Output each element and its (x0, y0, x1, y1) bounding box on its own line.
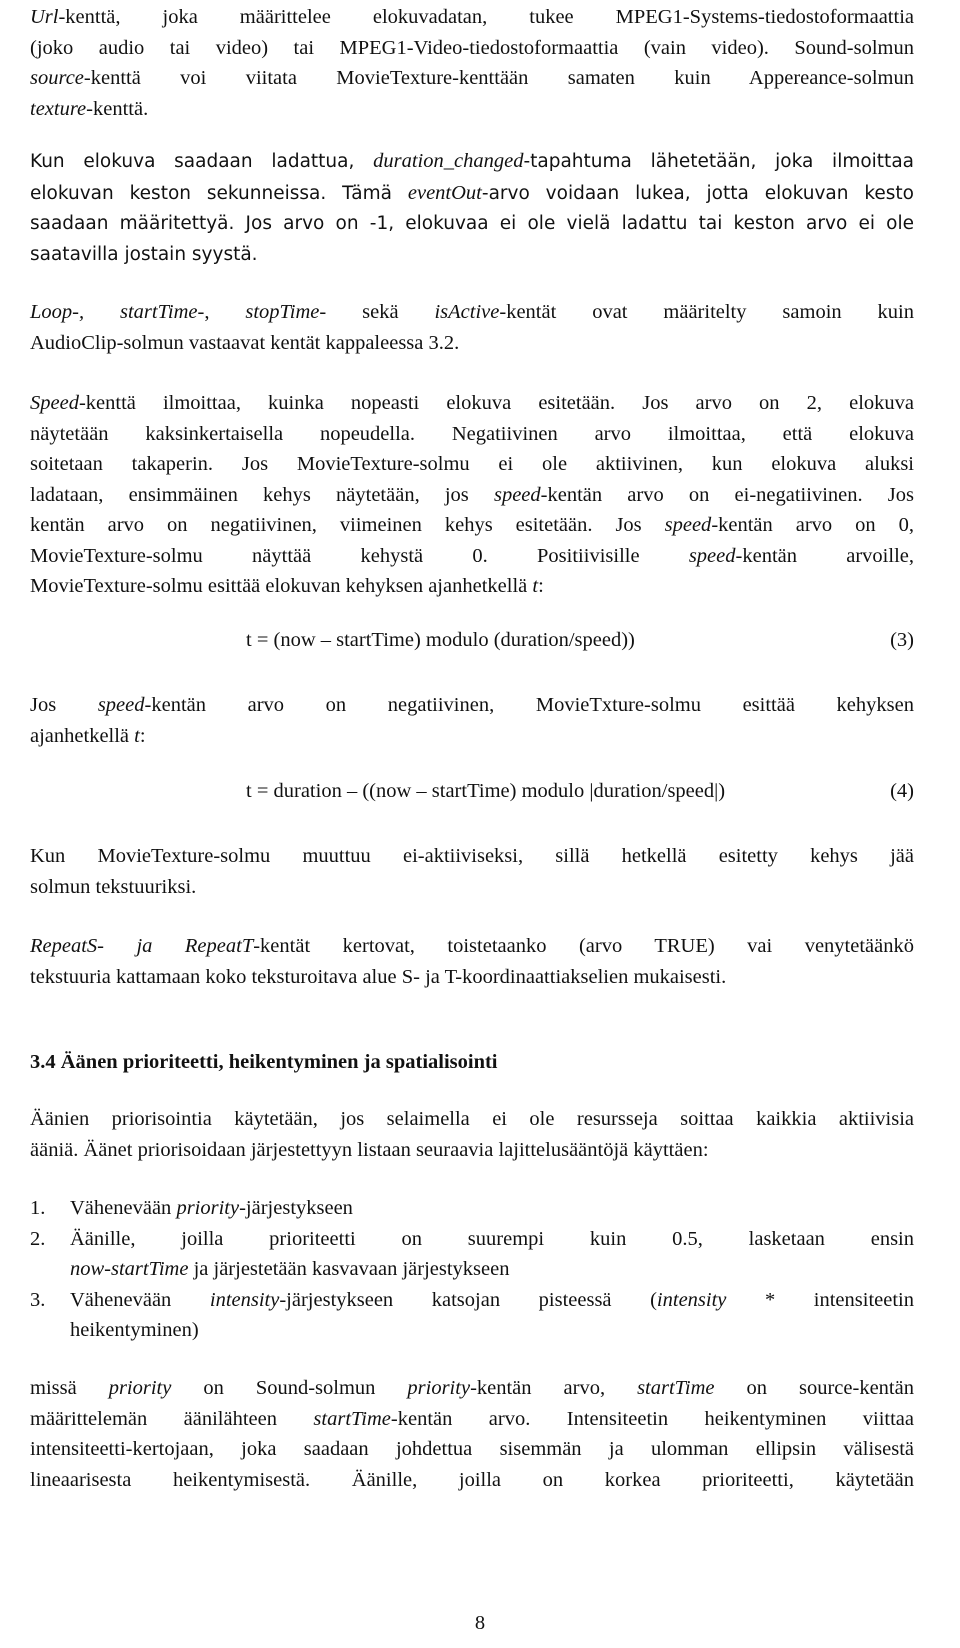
text-line (30, 33, 914, 64)
text-span: -kentän arvoille, (735, 544, 914, 567)
text-span: -kentän arvo on ei-negatiivinen. Jos (540, 483, 914, 506)
text-span: , (204, 301, 246, 323)
text-span: -arvo voidaan lukea, jotta elokuvan kesto (481, 182, 915, 204)
term-intensity: intensity (209, 1288, 280, 1311)
paragraph-prioritization (30, 1104, 914, 1165)
text-line: heikentyminen) (70, 1319, 199, 1341)
text-span: Kun elokuva saadaan ladattua, (30, 151, 374, 172)
text-line: Äänien priorisointia käytetään, jos selaimella ei ole resursseja soittaa kaikkia aktiivisia (30, 1108, 914, 1130)
term-eventout: eventOut (407, 181, 482, 204)
text-line (30, 178, 914, 210)
formula-expression: t = (now – startTime) modulo (duration/speed)) (246, 629, 635, 651)
text-span: : (538, 575, 544, 597)
text-span: on source-kentän (714, 1377, 914, 1399)
paragraph-repeat (30, 931, 914, 992)
text-line (70, 1193, 914, 1224)
text-span: on Sound-solmun (171, 1377, 408, 1399)
text-line: Äänille, joilla prioriteetti on suurempi kuin 0.5, lasketaan ensin (70, 1227, 914, 1250)
text-line (70, 1285, 914, 1316)
term-stoptime: stopTime- (245, 301, 327, 323)
text-span: sekä (326, 301, 435, 323)
term-duration-changed: duration_changed (373, 150, 524, 172)
text-line: solmun tekstuuriksi. (30, 875, 197, 898)
text-line: tekstuuria kattamaan koko teksturoitava alue S- ja T-koordinaattiakselien mukaisesti. (30, 965, 727, 988)
text-span: -kentän arvo, (470, 1377, 638, 1399)
text-span: -kenttä, joka määrittelee elokuvadatan, tukee MPEG1-Systems-tiedostoformaattia (58, 6, 914, 28)
text-line (30, 146, 914, 178)
text-span: missä (30, 1377, 109, 1399)
text-span: Vähenevään (70, 1288, 210, 1311)
text-span: -kentät kertovat, toistetaanko (arvo TRUE) vai venytetäänkö (253, 935, 914, 957)
term-speed: speed (493, 483, 541, 506)
page-number: 8 (474, 1612, 486, 1634)
text-line: soitetaan takaperin. Jos MovieTexture-solmu ei ole aktiivinen, kun elokuva aluksi (30, 453, 914, 475)
text-span: * intensiteetin (726, 1288, 914, 1311)
formula-4 (30, 780, 914, 810)
text-line: näytetään kaksinkertaisella nopeudella. Negatiivinen arvo ilmoittaa, että elokuva (30, 422, 914, 445)
text-span: kentän arvo on negatiivinen, viimeinen kehys esitetään. Jos (30, 514, 665, 536)
text-span: -järjestykseen katsojan pisteessä ( (279, 1288, 657, 1311)
text-span: -kenttä ilmoittaa, kuinka nopeasti elokuva esitetään. Jos arvo on 2, elokuva (78, 392, 914, 414)
formula-3 (30, 629, 914, 659)
section-heading: 3.4 Äänen prioriteetti, heikentyminen ja spatialisointi (30, 1051, 498, 1073)
list-item (30, 1193, 914, 1224)
text-span: ja järjestetään kasvavaan järjestykseen (188, 1258, 510, 1280)
text-span: : (139, 724, 146, 747)
paragraph-speed-field (30, 388, 914, 602)
paragraph-loop-fields (30, 297, 914, 358)
text-line (30, 931, 914, 962)
term-intensity: intensity (656, 1288, 727, 1311)
text-line: saatavilla jostain syystä. (30, 243, 258, 265)
list-number: 2. (30, 1227, 46, 1250)
text-line (30, 571, 914, 602)
text-span: MovieTexture-solmu esittää elokuvan kehyksen ajanhetkellä (30, 575, 533, 597)
term-speed: Speed (30, 392, 79, 414)
list-number: 3. (30, 1288, 46, 1311)
text-line: intensiteetti-kertojaan, joka saadaan johdettua sisemmän ja ulomman ellipsin välisestä (30, 1438, 914, 1460)
paragraph-url-field (30, 2, 914, 124)
text-span: -kentän arvo on 0, (711, 514, 914, 536)
term-loop-starttime: Loop-, startTime- (30, 301, 205, 323)
text-span: ajanhetkellä (30, 724, 135, 747)
text-span: -kenttä. (86, 97, 149, 120)
term-texture: texture (30, 97, 87, 120)
text-line (30, 1373, 914, 1404)
text-line (70, 1254, 914, 1285)
text-line (30, 297, 914, 328)
term-priority: priority (108, 1377, 172, 1399)
term-starttime: startTime (637, 1377, 715, 1399)
list-number: 1. (30, 1197, 46, 1219)
formula-expression: t = duration – ((now – startTime) modulo |duration/speed|) (246, 780, 726, 802)
list-item (30, 1224, 914, 1285)
term-priority: priority (176, 1197, 240, 1219)
text-span: -järjestykseen (239, 1197, 353, 1219)
text-span: -kentän arvo. Intensiteetin heikentyminen viittaa (390, 1407, 914, 1430)
text-line (30, 1404, 914, 1435)
term-t: t (532, 575, 539, 597)
text-line (30, 541, 914, 572)
term-speed: speed (688, 544, 736, 567)
text-line (30, 94, 914, 125)
text-line: saadaan määritettyä. Jos arvo on -1, elokuvaa ei ole vielä ladattu tai keston arvo ei ole (30, 213, 914, 234)
paragraph-negative-speed (30, 690, 914, 751)
text-line (30, 2, 914, 33)
term-t: t (134, 724, 140, 747)
term-repeat: RepeatS- ja RepeatT (30, 935, 254, 957)
text-span: Jos (30, 694, 98, 716)
text-line (30, 388, 914, 419)
text-span: (joko audio tai video) tai MPEG1-Video-tiedostoformaattia (vain video). Sound-solmun (30, 36, 914, 59)
text-span: Vähenevään (70, 1197, 177, 1219)
paragraph-inactive (30, 841, 914, 902)
equation-number: (4) (890, 780, 914, 802)
text-span: -kenttä voi viitata MovieTexture-kenttään samaten kuin Appereance-solmun (83, 67, 914, 89)
paragraph-duration-changed (30, 146, 914, 270)
text-span: ladataan, ensimmäinen kehys näytetään, jos (30, 483, 494, 506)
text-span: elokuvan keston sekunneissa. Tämä (30, 182, 408, 204)
text-span: MovieTexture-solmu näyttää kehystä 0. Positiivisille (30, 544, 689, 567)
text-span: -tapahtuma lähetetään, joka ilmoittaa (523, 151, 914, 172)
text-line (30, 721, 914, 752)
text-line (30, 510, 914, 541)
text-line (30, 63, 914, 94)
term-speed: speed (664, 514, 712, 536)
text-span: -kentän arvo on negatiivinen, MovieTxture-solmu esittää kehyksen (144, 694, 914, 716)
text-span: -kentät ovat määritelty samoin kuin (499, 301, 914, 323)
term-url: Url (30, 6, 59, 28)
text-line (30, 480, 914, 511)
term-now-starttime: now-startTime (70, 1258, 189, 1280)
paragraph-priority-definition (30, 1373, 914, 1495)
text-line: Kun MovieTexture-solmu muuttuu ei-aktiiviseksi, sillä hetkellä esitetty kehys jää (30, 845, 914, 867)
text-line: AudioClip-solmun vastaavat kentät kappaleessa 3.2. (30, 331, 460, 354)
text-line: lineaarisesta heikentymisestä. Äänille, joilla on korkea prioriteetti, käytetään (30, 1468, 914, 1491)
equation-number: (3) (890, 629, 914, 651)
list-item (30, 1285, 914, 1346)
term-speed: speed (97, 694, 145, 716)
term-source: source (30, 67, 84, 89)
term-priority: priority (407, 1377, 471, 1399)
text-line: ääniä. Äänet priorisoidaan järjestettyyn listaan seuraavia lajittelusääntöjä käyttäen: (30, 1138, 709, 1161)
term-isactive: isActive (434, 301, 500, 323)
text-span: määrittelemän äänilähteen (30, 1407, 314, 1430)
sorting-rules-list (30, 1193, 914, 1346)
term-starttime: startTime (313, 1407, 391, 1430)
text-line (30, 690, 914, 721)
